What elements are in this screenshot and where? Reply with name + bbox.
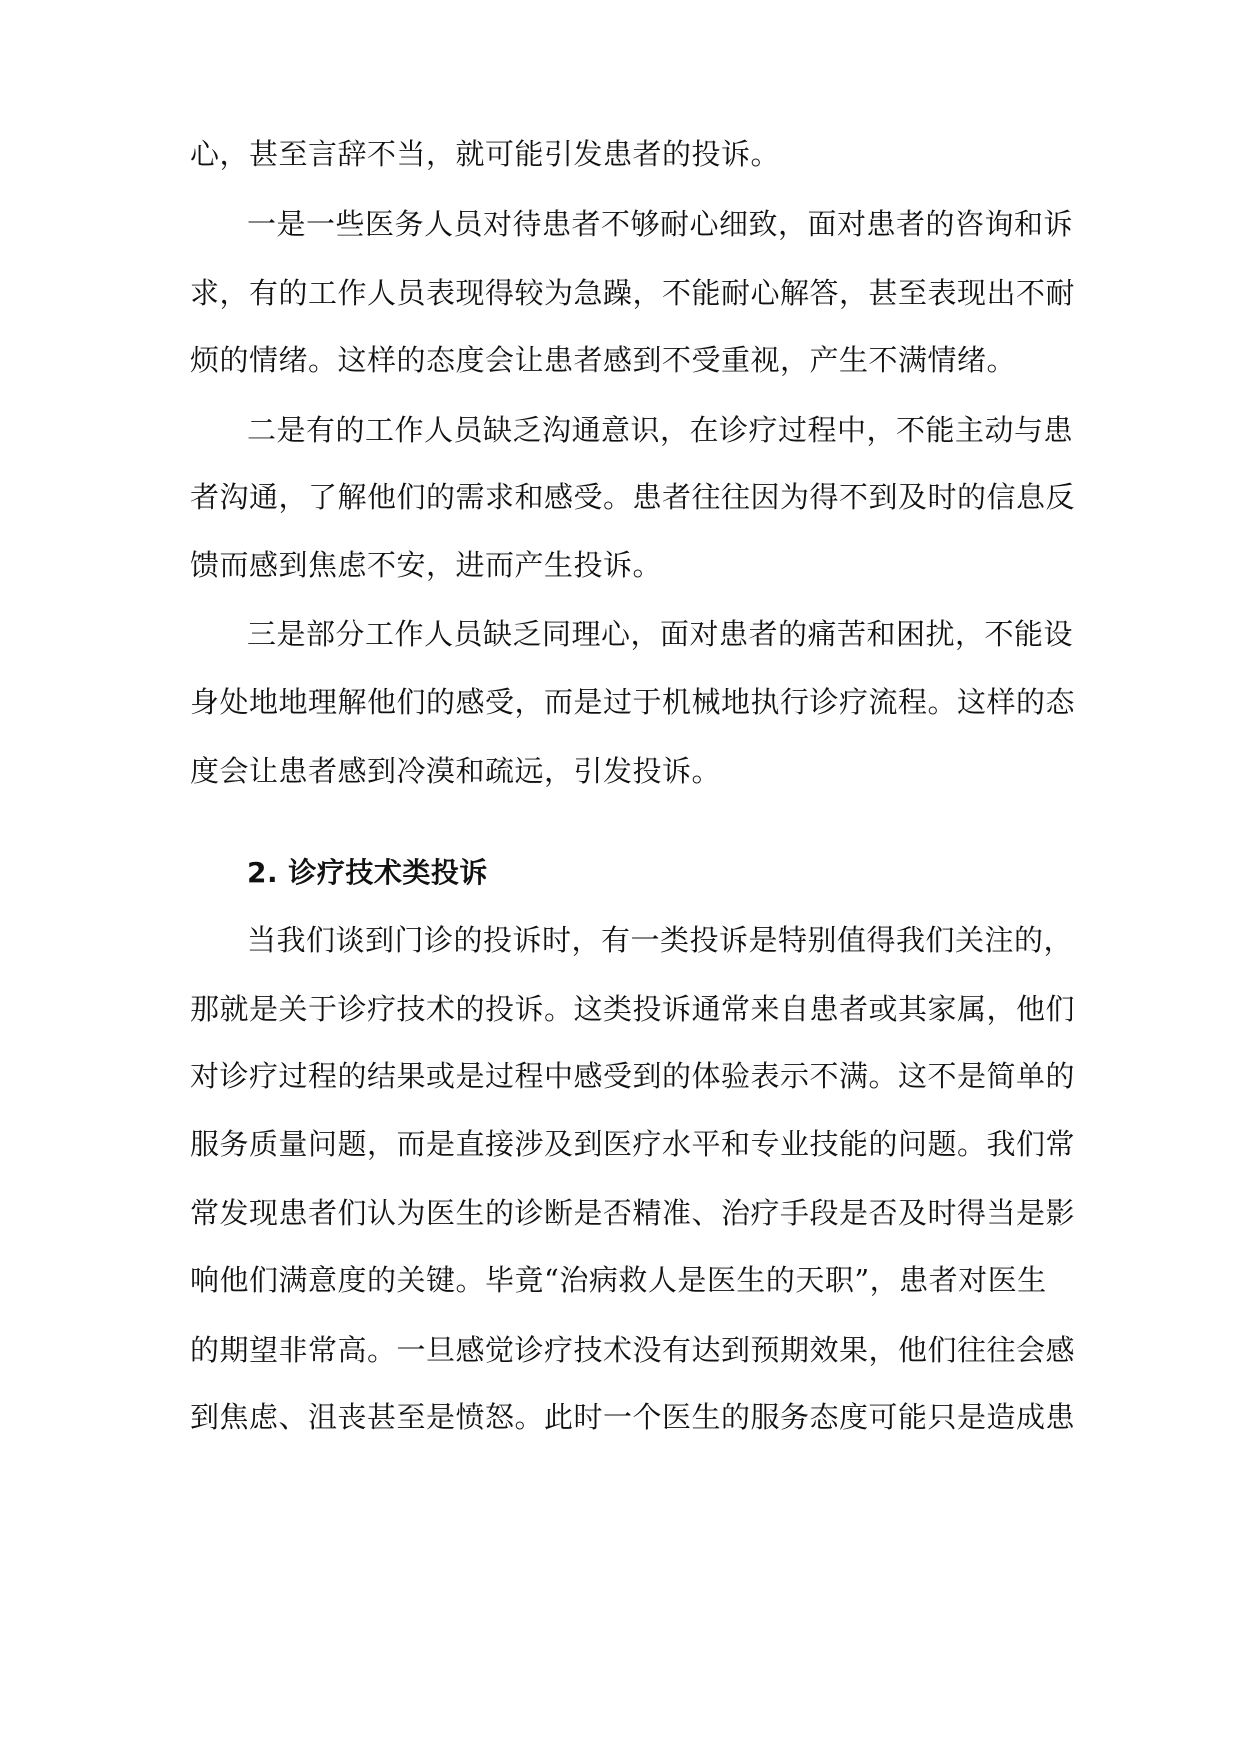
text-line: 身处地地理解他们的感受，而是过于机械地执行诊疗流程。这样的态 [190,685,1076,719]
text-line: 者沟通，了解他们的需求和感受。患者往往因为得不到及时的信息反 [190,480,1076,514]
text-line: 常发现患者们认为医生的诊断是否精准、治疗手段是否及时得当是影 [190,1196,1076,1230]
text-line: 那就是关于诊疗技术的投诉。这类投诉通常来自患者或其家属，他们 [190,992,1076,1026]
text-line: 心，甚至言辞不当，就可能引发患者的投诉。 [190,137,781,171]
text-line: 度会让患者感到冷漠和疏远，引发投诉。 [190,754,722,788]
section-heading: 2. 诊疗技术类投诉 [247,856,488,889]
text-line: 求，有的工作人员表现得较为急躁，不能耐心解答，甚至表现出不耐 [190,276,1076,310]
text-line: 烦的情绪。这样的态度会让患者感到不受重视，产生不满情绪。 [190,343,1017,377]
text-line: 服务质量问题，而是直接涉及到医疗水平和专业技能的问题。我们常 [190,1127,1076,1161]
text-line: 到焦虑、沮丧甚至是愤怒。此时一个医生的服务态度可能只是造成患 [190,1400,1076,1434]
text-line: 一是一些医务人员对待患者不够耐心细致，面对患者的咨询和诉 [247,207,1074,241]
text-line: 响他们满意度的关键。毕竟“治病救人是医生的天职”，患者对医生 [190,1263,1047,1297]
text-line: 馈而感到焦虑不安，进而产生投诉。 [190,548,663,582]
text-line: 三是部分工作人员缺乏同理心，面对患者的痛苦和困扰，不能设 [247,617,1074,651]
text-line: 对诊疗过程的结果或是过程中感受到的体验表示不满。这不是简单的 [190,1059,1076,1093]
text-line: 当我们谈到门诊的投诉时，有一类投诉是特别值得我们关注的， [247,923,1074,957]
text-line: 的期望非常高。一旦感觉诊疗技术没有达到预期效果，他们往往会感 [190,1333,1076,1367]
text-line: 二是有的工作人员缺乏沟通意识，在诊疗过程中，不能主动与患 [247,413,1074,447]
